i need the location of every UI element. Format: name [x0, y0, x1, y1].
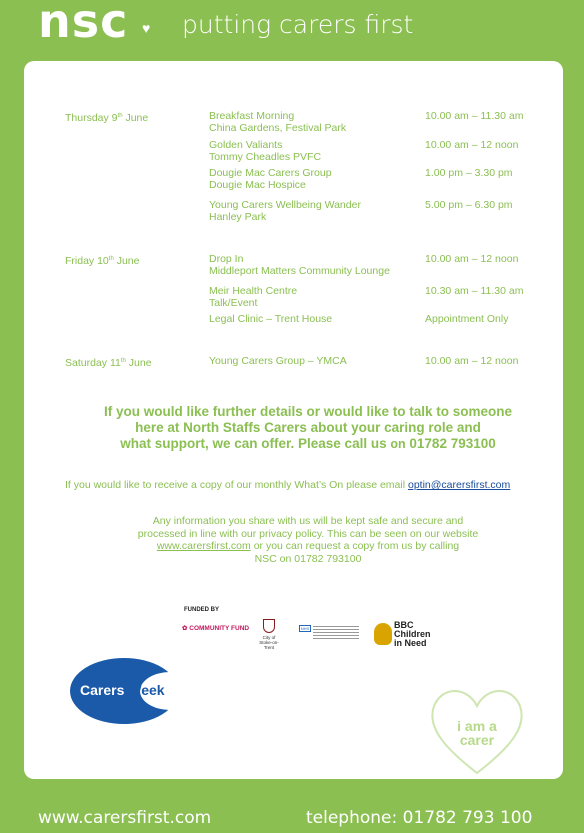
funders-logos	[174, 601, 444, 659]
day-label: Friday 10th June	[65, 255, 140, 267]
event-venue: Tommy Cheadles PVFC	[209, 151, 322, 163]
pudsey-bear-icon	[374, 623, 392, 645]
community-fund-logo: ✿ COMMUNITY FUND	[182, 625, 250, 632]
carers-week-logo: Carers Week	[70, 658, 178, 724]
event-time: 5.00 pm – 6.30 pm	[425, 199, 513, 211]
cta-phone: 01782 793100	[409, 436, 496, 451]
cta-line: If you would like further details or would like to talk to someone	[103, 404, 513, 419]
event-name: Golden Valiants	[209, 139, 283, 151]
event-time: Appointment Only	[425, 313, 509, 325]
website-link[interactable]: www.carersfirst.com	[156, 540, 251, 552]
day-label: Saturday 11th June	[65, 357, 152, 369]
event-time: 10.30 am – 11.30 am	[425, 285, 524, 297]
event-time: 10.00 am – 12 noon	[425, 253, 519, 265]
privacy-notice: Any information you share with us will be kept safe and secure and processed in line with our privacy policy. This can be seen on our website www.carersfirst.com or you can request a copy from us by calling NSC on 01782 793100	[137, 515, 479, 565]
i-am-a-carer-logo: i am a carer	[422, 681, 532, 781]
whatson-text: If you would like to receive a copy of our monthly What’s On please email optin@carersfirst.com	[65, 479, 511, 491]
cta-line: what support, we can offer. Please call us on 01782 793100	[120, 436, 496, 451]
event-time: 10.00 am – 12 noon	[425, 355, 519, 367]
event-name: Legal Clinic – Trent House	[209, 313, 333, 325]
event-time: 1.00 pm – 3.30 pm	[425, 167, 513, 179]
event-venue: Dougie Mac Hospice	[209, 179, 306, 191]
event-name: Drop In	[209, 253, 244, 265]
day-label: Thursday 9th June	[65, 112, 149, 124]
event-name: Breakfast Morning	[209, 110, 295, 122]
nhs-logo: NHS	[299, 625, 359, 641]
nhs-text-lines	[313, 626, 359, 640]
crest-icon	[263, 619, 275, 633]
call-to-action	[48, 404, 568, 452]
event-venue: China Gardens, Festival Park	[209, 122, 347, 134]
cta-line: here at North Staffs Carers about your caring role and	[135, 420, 481, 435]
children-in-need-logo: BBC Children in Need	[374, 621, 444, 649]
footer-telephone: telephone: 01782 793 100	[306, 808, 533, 828]
event-time: 10.00 am – 12 noon	[425, 139, 519, 151]
funded-by-label: FUNDED BY	[184, 607, 220, 613]
event-name: Young Carers Group – YMCA	[209, 355, 347, 367]
footer-website[interactable]: www.carersfirst.com	[38, 808, 212, 828]
event-name: Young Carers Wellbeing Wander	[209, 199, 361, 211]
nsc-logo: nsc	[38, 0, 129, 48]
event-venue: Hanley Park	[209, 211, 267, 223]
footer	[0, 800, 584, 833]
optin-email-link[interactable]: optin@carersfirst.com	[407, 479, 511, 491]
event-venue: Middleport Matters Community Lounge	[209, 265, 390, 277]
content-panel	[24, 61, 563, 779]
stoke-on-trent-logo: City of Stoke-on-Trent	[256, 619, 282, 650]
event-name: Meir Health Centre	[209, 285, 298, 297]
tagline: putting carers first	[182, 10, 414, 39]
heart-icon: ♥	[142, 20, 151, 36]
event-time: 10.00 am – 11.30 am	[425, 110, 524, 122]
header	[0, 0, 584, 62]
event-venue: Talk/Event	[209, 297, 258, 309]
event-name: Dougie Mac Carers Group	[209, 167, 332, 179]
